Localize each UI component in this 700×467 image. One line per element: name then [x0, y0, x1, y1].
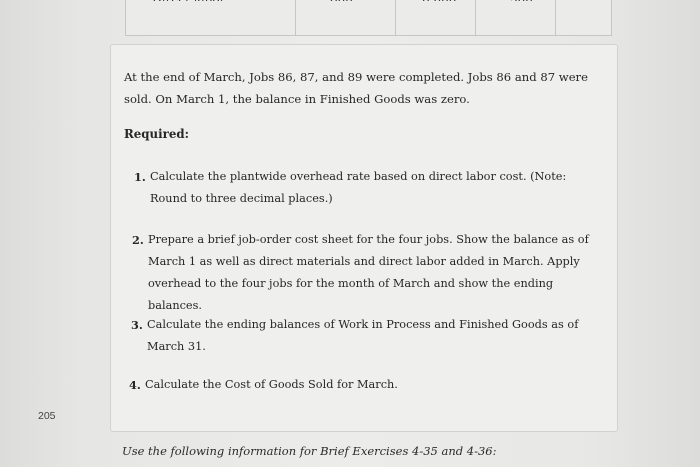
item-number: 3.	[131, 318, 143, 332]
footer-instruction: Use the following information for Brief Exercises 4-35 and 4-36:	[122, 444, 497, 458]
page-number: 205	[38, 410, 56, 422]
table-cell	[296, 0, 396, 35]
table-cell	[396, 0, 476, 35]
table-value	[422, 0, 456, 1]
item-text: Calculate the plantwide overhead rate based on direct labor cost. (Note: Round to three decimal places.)	[150, 170, 567, 205]
item-text: Calculate the Cost of Goods Sold for March.	[145, 378, 398, 391]
requirement-item-3	[131, 314, 601, 358]
item-number: 1.	[134, 170, 146, 184]
requirement-item-4	[129, 374, 599, 396]
required-heading: Required:	[124, 127, 189, 141]
table-value	[510, 0, 533, 1]
item-text: Calculate the ending balances of Work in Process and Finished Goods as of March 31.	[147, 318, 579, 353]
intro-paragraph: At the end of March, Jobs 86, 87, and 89 were completed. Jobs 86 and 87 were sold. On March 1, the balance in Finished Goods was zero.	[124, 70, 588, 106]
requirement-item-2	[132, 229, 610, 317]
table-cell	[556, 0, 611, 35]
table-row-label	[152, 0, 225, 1]
table-value	[330, 0, 353, 1]
item-number: 2.	[132, 233, 144, 247]
requirement-item-1	[134, 166, 596, 210]
table-cell-label	[126, 0, 296, 35]
table-value	[576, 0, 587, 1]
item-number: 4.	[129, 378, 141, 392]
item-text: Prepare a brief job-order cost sheet for the four jobs. Show the balance as of March 1 as well as direct materials and direct labor added in March. Apply overhead to the four jobs for the month of March and show the ending balances.	[148, 233, 589, 312]
table-cell	[476, 0, 556, 35]
top-table-fragment	[125, 0, 612, 36]
